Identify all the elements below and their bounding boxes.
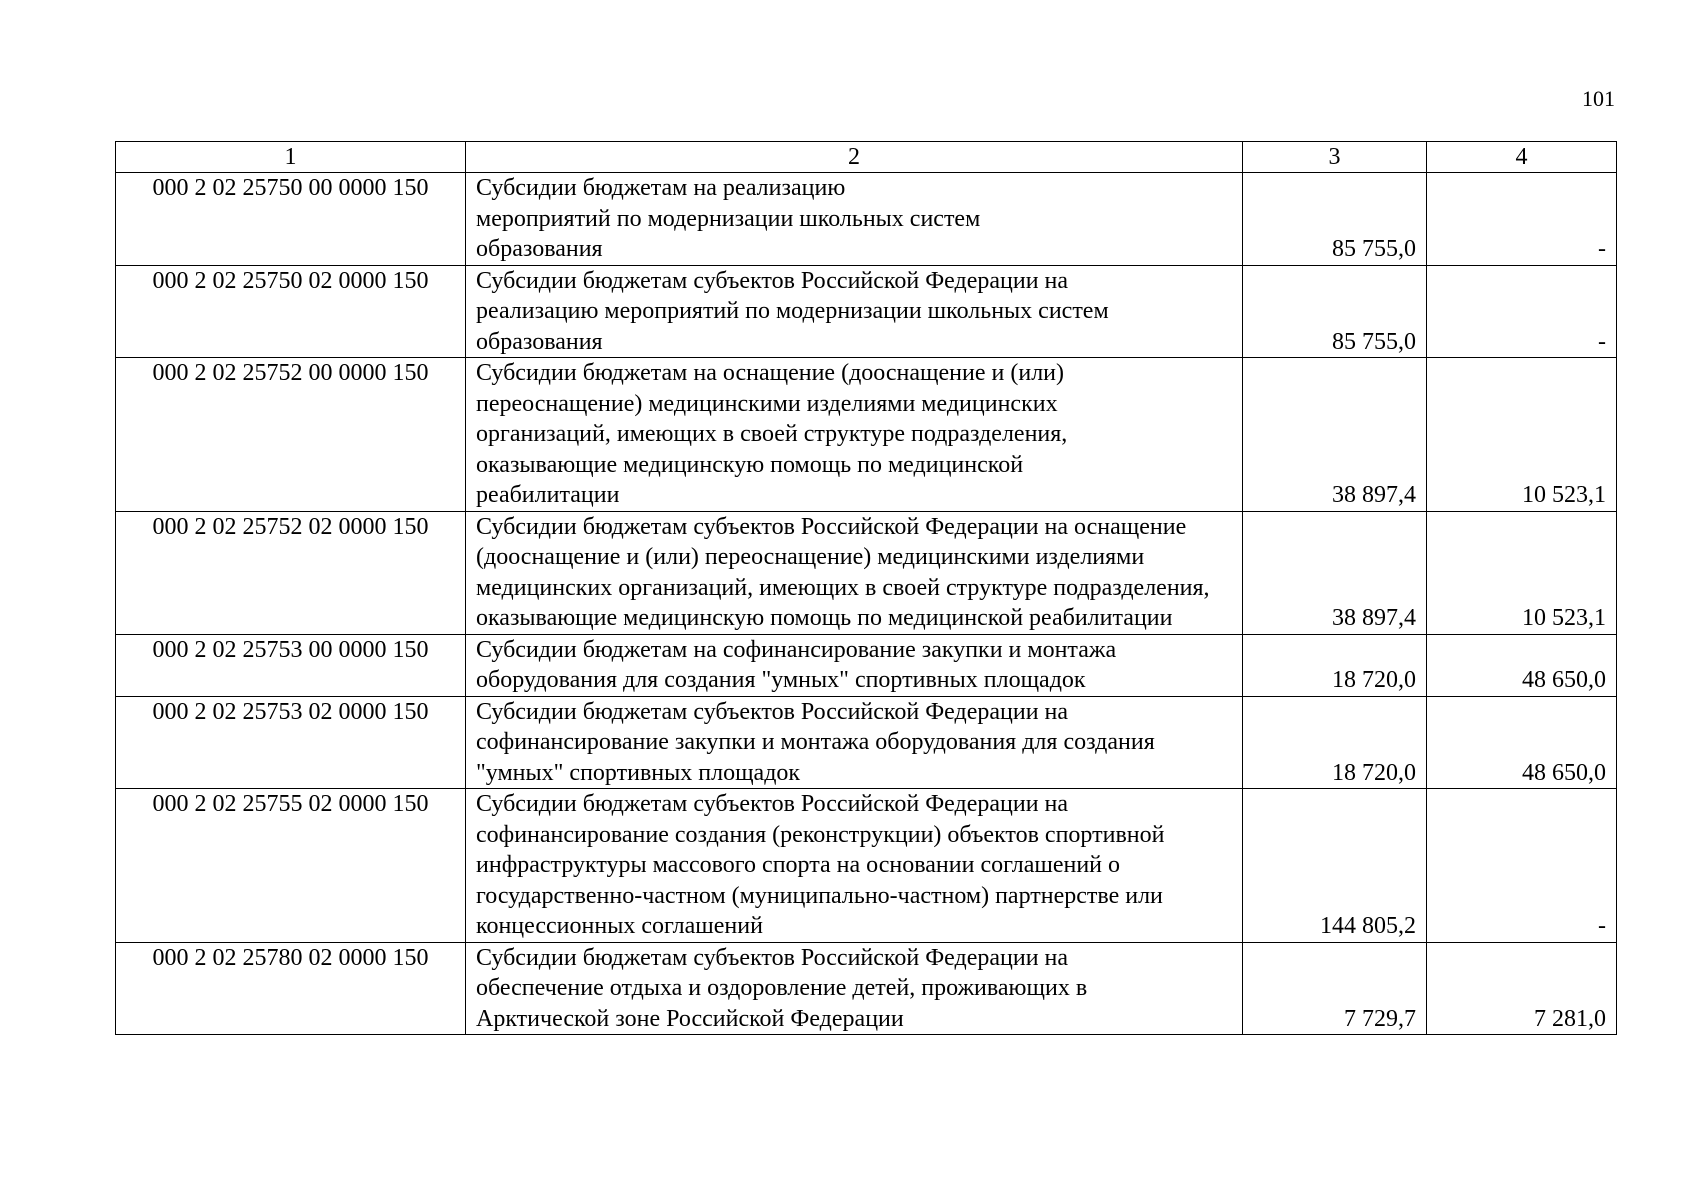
table-row [116,358,1617,512]
row-name: Субсидии бюджетам субъектов Российской Федерации на реализацию мероприятий по модернизации школьных систем образования [466,265,1243,358]
header-col-2: 2 [466,142,1243,173]
row-value-col4: - [1427,789,1617,943]
row-value-col4: 10 523,1 [1427,358,1617,512]
row-name: Субсидии бюджетам на реализацию мероприятий по модернизации школьных систем образования [466,173,1243,266]
row-name: Субсидии бюджетам на софинансирование закупки и монтажа оборудования для создания "умных" спортивных площадок [466,634,1243,696]
table-row [116,511,1617,634]
row-value-col3: 18 720,0 [1243,634,1427,696]
row-value-col3: 85 755,0 [1243,265,1427,358]
table-row [116,265,1617,358]
budget-table [115,141,1617,1035]
table-row [116,696,1617,789]
row-value-col3: 144 805,2 [1243,789,1427,943]
table-row [116,942,1617,1035]
row-code: 000 2 02 25753 00 0000 150 [116,634,466,696]
row-code: 000 2 02 25752 00 0000 150 [116,358,466,512]
row-name: Субсидии бюджетам субъектов Российской Федерации на софинансирование создания (реконструкции) объектов спортивной инфраструктуры массового спорта на основании соглашений о государственно-частном (муниципально-частном) партнерстве или концессионных соглашений [466,789,1243,943]
row-code: 000 2 02 25750 02 0000 150 [116,265,466,358]
row-value-col4: 10 523,1 [1427,511,1617,634]
row-name: Субсидии бюджетам субъектов Российской Федерации на оснащение (дооснащение и (или) переоснащение) медицинскими изделиями медицинских организаций, имеющих в своей структуре подразделения, оказывающие медицинскую помощь по медицинской реабилитации [466,511,1243,634]
header-row [116,142,1617,173]
row-value-col4: - [1427,173,1617,266]
row-value-col3: 85 755,0 [1243,173,1427,266]
row-value-col3: 38 897,4 [1243,358,1427,512]
row-value-col4: - [1427,265,1617,358]
row-name: Субсидии бюджетам на оснащение (дооснащение и (или) переоснащение) медицинскими изделиями медицинских организаций, имеющих в своей структуре подразделения, оказывающие медицинскую помощь по медицинской реабилитации [466,358,1243,512]
row-value-col3: 7 729,7 [1243,942,1427,1035]
row-code: 000 2 02 25750 00 0000 150 [116,173,466,266]
table-row [116,789,1617,943]
row-value-col4: 48 650,0 [1427,634,1617,696]
row-code: 000 2 02 25780 02 0000 150 [116,942,466,1035]
header-col-4: 4 [1427,142,1617,173]
row-code: 000 2 02 25752 02 0000 150 [116,511,466,634]
row-value-col3: 38 897,4 [1243,511,1427,634]
row-value-col3: 18 720,0 [1243,696,1427,789]
row-name: Субсидии бюджетам субъектов Российской Федерации на обеспечение отдыха и оздоровление детей, проживающих в Арктической зоне Российской Федерации [466,942,1243,1035]
table-row [116,634,1617,696]
row-code: 000 2 02 25753 02 0000 150 [116,696,466,789]
row-name: Субсидии бюджетам субъектов Российской Федерации на софинансирование закупки и монтажа оборудования для создания "умных" спортивных площадок [466,696,1243,789]
header-col-1: 1 [116,142,466,173]
row-code: 000 2 02 25755 02 0000 150 [116,789,466,943]
page-number: 101 [1582,86,1615,111]
row-value-col4: 7 281,0 [1427,942,1617,1035]
row-value-col4: 48 650,0 [1427,696,1617,789]
table-row [116,173,1617,266]
header-col-3: 3 [1243,142,1427,173]
